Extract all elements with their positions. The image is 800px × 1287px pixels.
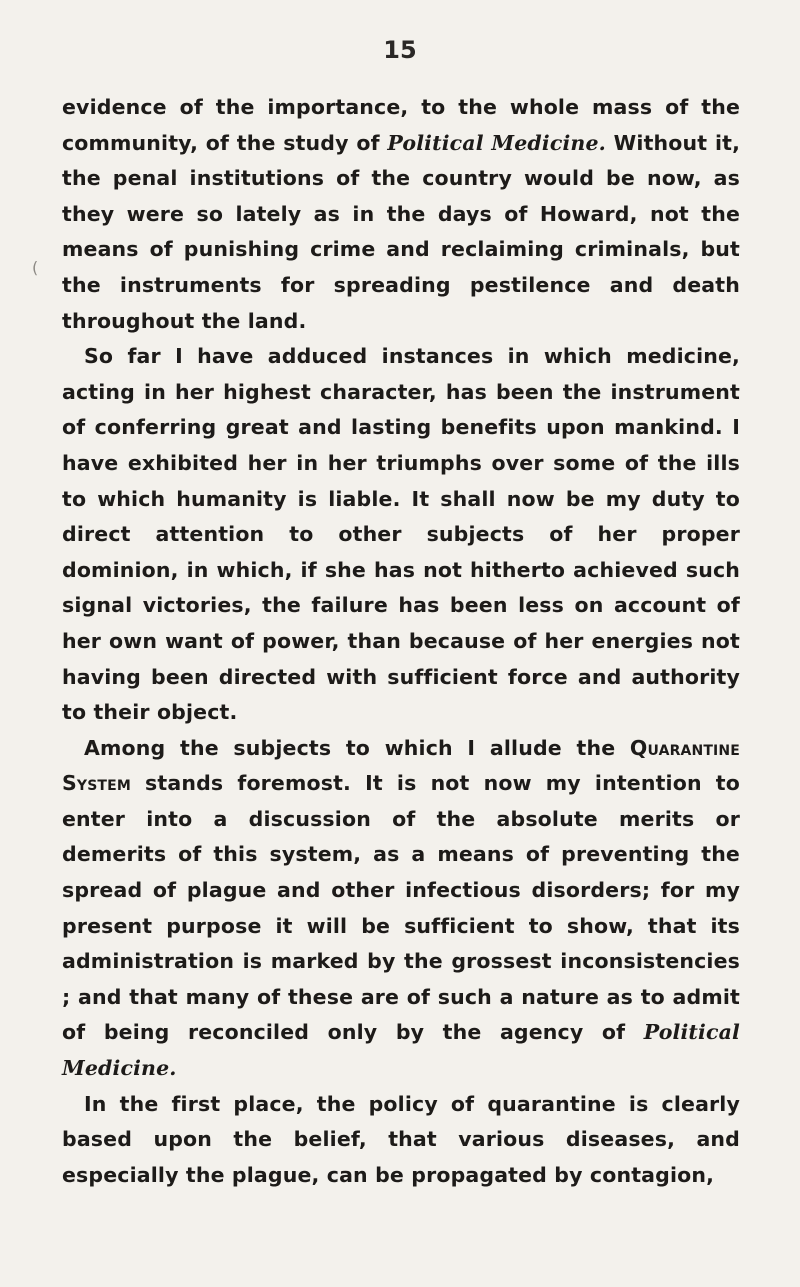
page-number: 15 — [383, 36, 417, 64]
text-run: evidence of the importance, to the whole mass of the community, of the study of — [62, 95, 740, 155]
text-run: Without it, the penal institutions of the country would be now, as they were so lately as in the days of Howard, not the means of punishing crime and reclaiming criminals, but the instruments for spreading pestilence and death throughout the land. — [62, 130, 741, 333]
paragraph — [62, 90, 740, 339]
italic-term: Political Medicine. — [387, 130, 606, 155]
text-run: So far I have adduced instances in which medicine, acting in her highest character, has been the instrument of conferring great and lasting benefits upon mankind. I have exhibited her in her triumphs over some of the ills to which humanity is liable. It shall now be my duty to direct attention to other subjects of her proper dominion, in which, if she has not hitherto achieved such signal victories, the failure has been less on account of her own want of power, than because of her energies not having been directed with sufficient force and authority to their object. — [62, 344, 740, 725]
italic-term: Political Medicine. — [62, 1020, 740, 1081]
margin-pencil-mark: ( — [32, 258, 39, 277]
smallcaps-term: Quarantine System — [62, 735, 740, 796]
paragraph — [62, 339, 740, 731]
text-run: stands foremost. It is not now my intention to enter into a discussion of the absolute merits or demerits of this system, as a means of preventing the spread of plague and other infectious disorders; for my present purpose it will be sufficient to show, that its administration is marked by the grossest inconsistencies ; and that many of these are of such a nature as to admit of being reconciled only by the agency of — [62, 771, 740, 1045]
paragraph — [62, 1087, 740, 1194]
paragraph — [62, 731, 740, 1087]
body-text — [62, 90, 740, 1193]
text-run: Among the subjects to which I allude the — [84, 735, 630, 760]
text-run: In the first place, the policy of quarantine is clearly based upon the belief, that various diseases, and especially the plague, can be propagated by contagion, — [62, 1091, 740, 1187]
